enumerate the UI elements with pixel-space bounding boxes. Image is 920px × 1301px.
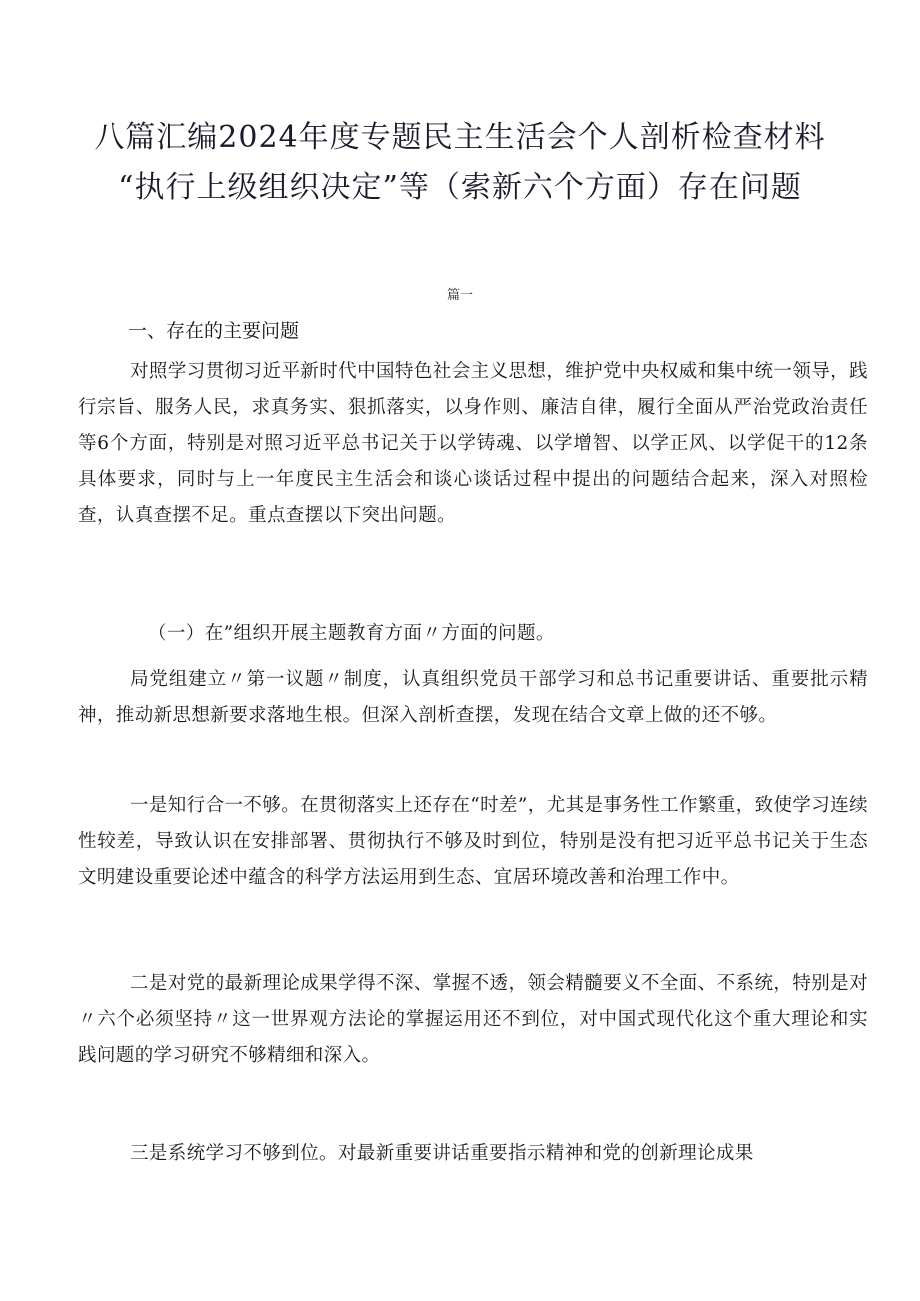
paragraph-point-1: 一是知行合一不够。在贯彻落实上还存在“时差”，尤其是事务性工作繁重，致使学习连续性较差，导致认识在安排部署、贯彻执行不够及时到位，特别是没有把习近平总书记关于生态文明建设重要论述中蕴含的科学方法运用到生态、宜居环境改善和治理工作中。	[78, 795, 868, 888]
document-title-line-2: “执行上级组织决定”等（索新六个方面）存在问题	[118, 170, 802, 205]
paragraph-point-3: 三是系统学习不够到位。对最新重要讲话重要指示精神和党的创新理论成果	[130, 1143, 754, 1164]
section-label: 篇一	[446, 288, 473, 303]
paragraph-subheading: （一）在”组织开展主题教育方面〃方面的问题。	[148, 623, 555, 644]
paragraph-intro: 对照学习贯彻习近平新时代中国特色社会主义思想，维护党中央权威和集中统一领导，践行宗旨、服务人民，求真务实、狠抓落实，以身作则、廉洁自律，履行全面从严治党政治责任等6个方面，特别是对照习近平总书记关于以学铸魂、以学增智、以学正风、以学促干的12条具体要求，同时与上一年度民主生活会和谈心谈话过程中提出的问题结合起来，深入对照检查，认真查摆不足。重点查摆以下突出问题。	[78, 361, 868, 526]
paragraph-point-2: 二是对党的最新理论成果学得不深、掌握不透，领会精髓要义不全面、不系统，特别是对〃六个必须坚持〃这一世界观方法论的掌握运用还不到位，对中国式现代化这个重大理论和实践问题的学习研究不够精细和深入。	[78, 973, 868, 1066]
section-heading: 一、存在的主要问题	[128, 320, 300, 342]
paragraph-overview: 局党组建立〃第一议题〃制度，认真组织党员干部学习和总书记重要讲话、重要批示精神，推动新思想新要求落地生根。但深入剖析查摆，发现在结合文章上做的还不够。	[78, 669, 868, 726]
document-title-line-1: 八篇汇编2024年度专题民主生活会个人剖析检查材料	[94, 120, 826, 155]
